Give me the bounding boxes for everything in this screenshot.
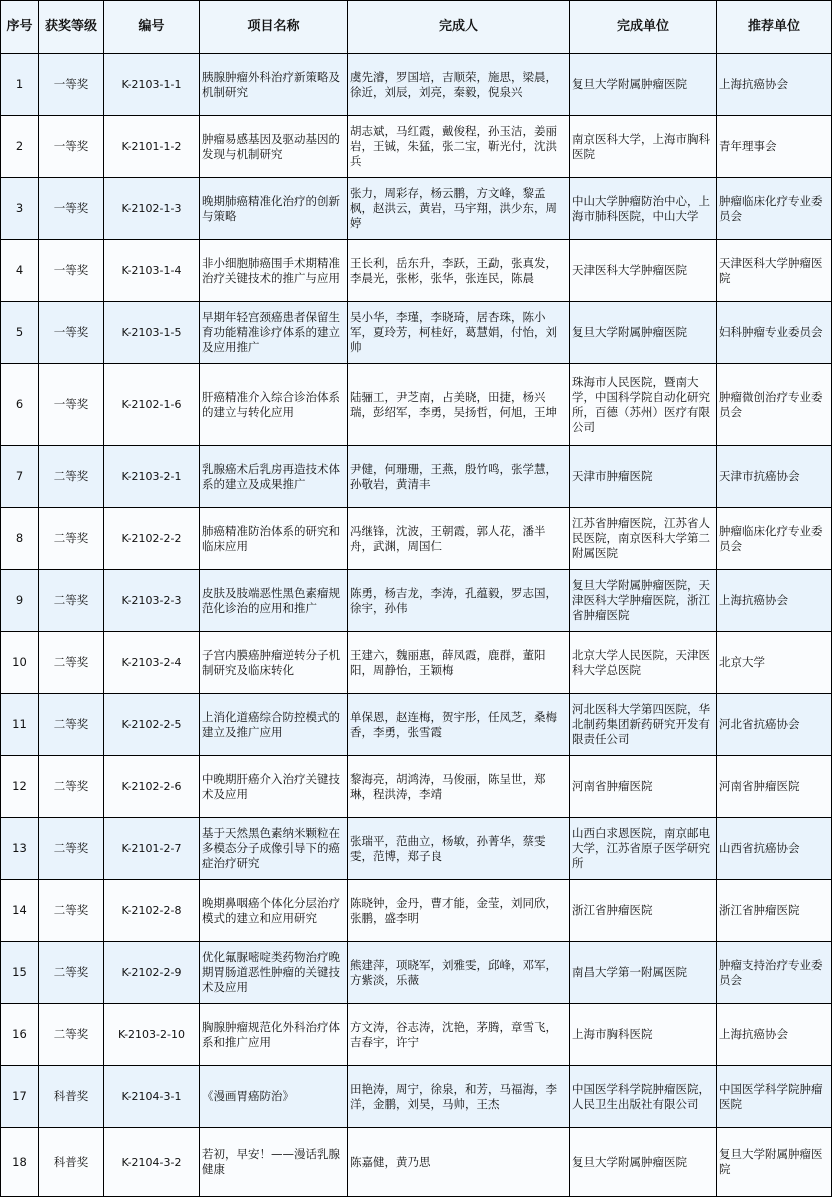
completers: 陈勇，杨吉龙，李涛，孔蕴毅，罗志国，徐宇，孙伟 (348, 570, 570, 632)
project-code: K-2103-1-4 (104, 240, 200, 302)
header-level: 获奖等级 (39, 1, 104, 54)
table-row (1, 240, 832, 302)
project-code: K-2102-2-8 (104, 880, 200, 942)
project-name: 肿瘤易感基因及驱动基因的发现与机制研究 (200, 116, 348, 178)
completers: 吴小华，李瑾，李晓琦，居杏珠，陈小军，夏玲芳，柯桂好，葛慧娟，付怡，刘帅 (348, 302, 570, 364)
project-code: K-2103-2-4 (104, 632, 200, 694)
project-name: 非小细胞肺癌围手术期精准治疗关键技术的推广与应用 (200, 240, 348, 302)
project-name: 皮肤及肢端恶性黑色素瘤规范化诊治的应用和推广 (200, 570, 348, 632)
project-code: K-2102-1-3 (104, 178, 200, 240)
award-level: 科普奖 (39, 1128, 104, 1197)
award-level: 二等奖 (39, 756, 104, 818)
completing-unit: 河北医科大学第四医院，华北制药集团新药研究开发有限责任公司 (570, 694, 717, 756)
recommending-unit: 上海抗癌协会 (717, 1004, 832, 1066)
award-level: 二等奖 (39, 942, 104, 1004)
award-level: 一等奖 (39, 54, 104, 116)
table-row (1, 1066, 832, 1128)
header-project-name: 项目名称 (200, 1, 348, 54)
table-row (1, 880, 832, 942)
project-name: 乳腺癌术后乳房再造技术体系的建立及成果推广 (200, 446, 348, 508)
project-name: 上消化道癌综合防控模式的建立及推广应用 (200, 694, 348, 756)
table-row (1, 818, 832, 880)
project-name: 肺癌精准防治体系的研究和临床应用 (200, 508, 348, 570)
award-level: 二等奖 (39, 570, 104, 632)
award-level: 一等奖 (39, 364, 104, 446)
recommending-unit: 天津市抗癌协会 (717, 446, 832, 508)
recommending-unit: 中国医学科学院肿瘤医院 (717, 1066, 832, 1128)
row-number: 5 (1, 302, 39, 364)
row-number: 1 (1, 54, 39, 116)
completing-unit: 山西白求恩医院，南京邮电大学，江苏省原子医学研究所 (570, 818, 717, 880)
completing-unit: 南京医科大学，上海市胸科医院 (570, 116, 717, 178)
completers: 虞先濬，罗国培，吉顺荣，施思，梁晨，徐近，刘辰，刘亮，秦毅，倪泉兴 (348, 54, 570, 116)
table-row (1, 116, 832, 178)
recommending-unit: 浙江省肿瘤医院 (717, 880, 832, 942)
table-row (1, 632, 832, 694)
award-level: 二等奖 (39, 818, 104, 880)
completers: 田艳涛，周宁，徐泉，和芳，马福海，李洋，金鹏，刘昊，马帅，王杰 (348, 1066, 570, 1128)
project-name: 胸腺肿瘤规范化外科治疗体系和推广应用 (200, 1004, 348, 1066)
table-row (1, 756, 832, 818)
completing-unit: 上海市胸科医院 (570, 1004, 717, 1066)
recommending-unit: 上海抗癌协会 (717, 54, 832, 116)
project-name: 中晚期肝癌介入治疗关键技术及应用 (200, 756, 348, 818)
recommending-unit: 河南省肿瘤医院 (717, 756, 832, 818)
recommending-unit: 肿瘤临床化疗专业委员会 (717, 508, 832, 570)
table-row (1, 446, 832, 508)
table-row (1, 178, 832, 240)
project-code: K-2102-2-6 (104, 756, 200, 818)
completing-unit: 江苏省肿瘤医院，江苏省人民医院，南京医科大学第二附属医院 (570, 508, 717, 570)
project-name: 晚期肺癌精准化治疗的创新与策略 (200, 178, 348, 240)
completing-unit: 天津市肿瘤医院 (570, 446, 717, 508)
completing-unit: 北京大学人民医院，天津医科大学总医院 (570, 632, 717, 694)
award-level: 二等奖 (39, 880, 104, 942)
completing-unit: 天津医科大学肿瘤医院 (570, 240, 717, 302)
completers: 熊建萍，项晓军，刘雅雯，邱峰，邓军，方紫淡，乐薇 (348, 942, 570, 1004)
completing-unit: 复旦大学附属肿瘤医院 (570, 54, 717, 116)
award-level: 一等奖 (39, 302, 104, 364)
project-code: K-2103-2-3 (104, 570, 200, 632)
completers: 张力，周彩存，杨云鹏，方文峰，黎孟枫，赵洪云，黄岩，马宇翔，洪少东，周婷 (348, 178, 570, 240)
table-row (1, 694, 832, 756)
project-name: 《漫画胃癌防治》 (200, 1066, 348, 1128)
project-code: K-2103-2-10 (104, 1004, 200, 1066)
completing-unit: 中国医学科学院肿瘤医院，人民卫生出版社有限公司 (570, 1066, 717, 1128)
table-row (1, 570, 832, 632)
completing-unit: 中山大学肿瘤防治中心，上海市肺科医院，中山大学 (570, 178, 717, 240)
completers: 方文涛，谷志涛，沈艳，茅腾，章雪飞，吉春宇，许宁 (348, 1004, 570, 1066)
row-number: 8 (1, 508, 39, 570)
table-row (1, 1128, 832, 1197)
project-code: K-2103-1-5 (104, 302, 200, 364)
recommending-unit: 青年理事会 (717, 116, 832, 178)
project-code: K-2104-3-2 (104, 1128, 200, 1197)
row-number: 11 (1, 694, 39, 756)
completers: 张瑞平，范曲立，杨敏，孙菁华，蔡雯雯，范博，郑子良 (348, 818, 570, 880)
recommending-unit: 北京大学 (717, 632, 832, 694)
completing-unit: 复旦大学附属肿瘤医院 (570, 1128, 717, 1197)
completing-unit: 复旦大学附属肿瘤医院 (570, 302, 717, 364)
award-level: 二等奖 (39, 632, 104, 694)
project-code: K-2103-2-1 (104, 446, 200, 508)
completing-unit: 河南省肿瘤医院 (570, 756, 717, 818)
row-number: 6 (1, 364, 39, 446)
project-code: K-2103-1-1 (104, 54, 200, 116)
completing-unit: 珠海市人民医院，暨南大学，中国科学院自动化研究所，百德（苏州）医疗有限公司 (570, 364, 717, 446)
project-code: K-2101-1-2 (104, 116, 200, 178)
project-name: 基于天然黑色素纳米颗粒在多模态分子成像引导下的癌症治疗研究 (200, 818, 348, 880)
row-number: 17 (1, 1066, 39, 1128)
award-level: 一等奖 (39, 178, 104, 240)
row-number: 16 (1, 1004, 39, 1066)
completers: 陆骊工，尹芝南，占美晓，田捷，杨兴瑞，彭绍军，李勇，吴扬哲，何旭，王坤 (348, 364, 570, 446)
project-name: 子宫内膜癌肿瘤逆转分子机制研究及临床转化 (200, 632, 348, 694)
completers: 冯继锋，沈波，王朝霞，郭人花，潘半舟，武渊，周国仁 (348, 508, 570, 570)
recommending-unit: 肿瘤支持治疗专业委员会 (717, 942, 832, 1004)
award-level: 二等奖 (39, 446, 104, 508)
project-name: 晚期鼻咽癌个体化分层治疗模式的建立和应用研究 (200, 880, 348, 942)
header-row (1, 1, 832, 54)
completers: 单保恩，赵连梅，贺宇彤，任凤芝，桑梅香，李勇，张雪霞 (348, 694, 570, 756)
project-code: K-2101-2-7 (104, 818, 200, 880)
header-unit: 完成单位 (570, 1, 717, 54)
project-name: 肝癌精准介入综合诊治体系的建立与转化应用 (200, 364, 348, 446)
award-level: 二等奖 (39, 1004, 104, 1066)
award-level: 二等奖 (39, 508, 104, 570)
header-people: 完成人 (348, 1, 570, 54)
completing-unit: 浙江省肿瘤医院 (570, 880, 717, 942)
completers: 王长利，岳东升，李跃，王勐，张真发，李晨光，张彬，张华，张连民，陈晨 (348, 240, 570, 302)
award-level: 科普奖 (39, 1066, 104, 1128)
recommending-unit: 复旦大学附属肿瘤医院 (717, 1128, 832, 1197)
project-code: K-2102-2-9 (104, 942, 200, 1004)
project-name: 胰腺肿瘤外科治疗新策略及机制研究 (200, 54, 348, 116)
project-code: K-2102-2-2 (104, 508, 200, 570)
row-number: 12 (1, 756, 39, 818)
completers: 胡志斌，马红霞，戴俊程，孙玉洁，姜丽岩，王铖，朱猛，张二宝，靳光付，沈洪兵 (348, 116, 570, 178)
header-code: 编号 (104, 1, 200, 54)
project-name: 早期年轻宫颈癌患者保留生育功能精准诊疗体系的建立及应用推广 (200, 302, 348, 364)
table-row (1, 508, 832, 570)
table-row (1, 1004, 832, 1066)
completers: 陈嘉健，黄乃思 (348, 1128, 570, 1197)
award-level: 一等奖 (39, 240, 104, 302)
table-row (1, 302, 832, 364)
recommending-unit: 河北省抗癌协会 (717, 694, 832, 756)
completers: 黎海亮，胡鸿涛，马俊丽，陈呈世，郑琳，程洪涛，李靖 (348, 756, 570, 818)
row-number: 2 (1, 116, 39, 178)
row-number: 15 (1, 942, 39, 1004)
row-number: 10 (1, 632, 39, 694)
header-no: 序号 (1, 1, 39, 54)
project-name: 优化氟脲嘧啶类药物治疗晚期胃肠道恶性肿瘤的关键技术及应用 (200, 942, 348, 1004)
row-number: 3 (1, 178, 39, 240)
row-number: 18 (1, 1128, 39, 1197)
completers: 尹健，何珊珊，王燕，殷竹鸣，张学慧，孙敬岩，黄清丰 (348, 446, 570, 508)
project-code: K-2102-1-6 (104, 364, 200, 446)
table-row (1, 364, 832, 446)
recommending-unit: 山西省抗癌协会 (717, 818, 832, 880)
recommending-unit: 肿瘤临床化疗专业委员会 (717, 178, 832, 240)
row-number: 7 (1, 446, 39, 508)
recommending-unit: 天津医科大学肿瘤医院 (717, 240, 832, 302)
table-row (1, 54, 832, 116)
recommending-unit: 妇科肿瘤专业委员会 (717, 302, 832, 364)
row-number: 14 (1, 880, 39, 942)
project-name: 若初，早安！——漫话乳腺健康 (200, 1128, 348, 1197)
recommending-unit: 肿瘤微创治疗专业委员会 (717, 364, 832, 446)
table-row (1, 942, 832, 1004)
row-number: 4 (1, 240, 39, 302)
completing-unit: 南昌大学第一附属医院 (570, 942, 717, 1004)
award-level: 二等奖 (39, 694, 104, 756)
project-code: K-2104-3-1 (104, 1066, 200, 1128)
row-number: 13 (1, 818, 39, 880)
completers: 王建六，魏丽惠，薛凤霞，鹿群，董阳阳，周静怡，王颖梅 (348, 632, 570, 694)
project-code: K-2102-2-5 (104, 694, 200, 756)
completing-unit: 复旦大学附属肿瘤医院，天津医科大学肿瘤医院，浙江省肿瘤医院 (570, 570, 717, 632)
completers: 陈晓钟，金丹，曹才能，金莹，刘同欣，张鹏，盛李明 (348, 880, 570, 942)
header-recommender: 推荐单位 (717, 1, 832, 54)
row-number: 9 (1, 570, 39, 632)
award-level: 一等奖 (39, 116, 104, 178)
recommending-unit: 上海抗癌协会 (717, 570, 832, 632)
